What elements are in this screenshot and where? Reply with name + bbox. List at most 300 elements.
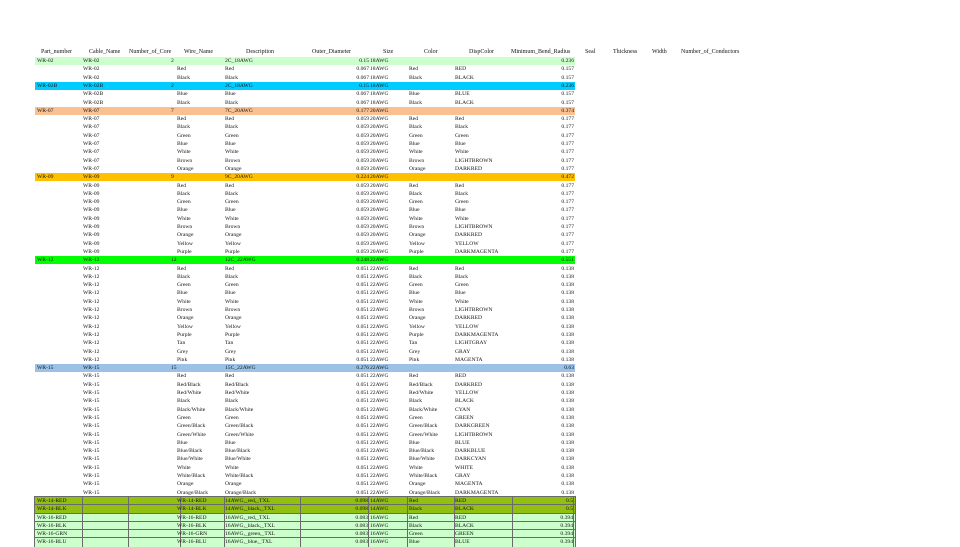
cell-cable[interactable]: [83, 530, 129, 538]
cell-cable[interactable]: WR-15: [83, 381, 100, 388]
cell-desc[interactable]: Blue: [225, 141, 236, 147]
cell-desc[interactable]: Black: [225, 190, 239, 197]
cell-od[interactable]: 0.059: [356, 190, 369, 197]
cell-size[interactable]: 20AWG: [370, 240, 389, 247]
cell-bend[interactable]: 0.177: [561, 116, 574, 123]
cell-od[interactable]: 0.067: [356, 66, 369, 73]
cell-disp[interactable]: BLUE: [455, 439, 470, 446]
cell-bend[interactable]: 0.177: [561, 141, 574, 147]
cell-col[interactable]: Orange: [409, 232, 426, 239]
cell-desc[interactable]: Orange: [225, 315, 242, 322]
cell-desc[interactable]: Purple: [225, 331, 240, 338]
cell-col[interactable]: White: [409, 464, 423, 471]
cell-col[interactable]: Blue: [409, 538, 455, 546]
cell-size[interactable]: 18AWG: [370, 58, 389, 64]
cell-bend[interactable]: 0.177: [561, 240, 574, 247]
cell-wire[interactable]: Black: [177, 124, 191, 131]
cell-od[interactable]: 0.067: [356, 91, 369, 98]
cell-cable[interactable]: WR-07: [83, 141, 100, 147]
cell-part[interactable]: [37, 273, 83, 281]
cell-size[interactable]: 16AWG: [370, 538, 408, 546]
cell-size[interactable]: 22AWG: [370, 464, 389, 471]
cell-od[interactable]: 0.051: [356, 489, 369, 496]
cell-bend[interactable]: 0.138: [561, 348, 574, 355]
cell-wire[interactable]: Green: [177, 414, 191, 421]
cell-bend[interactable]: 0.177: [561, 232, 574, 239]
cell-disp[interactable]: GREEN: [455, 414, 474, 421]
cell-col[interactable]: Black/White: [409, 406, 438, 413]
cell-desc[interactable]: 2C_18AWG: [225, 82, 253, 89]
cell-size[interactable]: 20AWG: [370, 207, 389, 214]
cell-od[interactable]: 0.059: [356, 141, 369, 147]
cell-od[interactable]: 0.051: [356, 481, 369, 488]
cell-cable[interactable]: WR-02B: [83, 82, 104, 89]
cell-od[interactable]: 0.051: [356, 406, 369, 413]
cell-disp[interactable]: [455, 82, 513, 90]
cell-cable[interactable]: WR-12: [83, 356, 100, 363]
cell-part[interactable]: WR-16-BLU: [37, 538, 83, 546]
cell-desc[interactable]: Red: [225, 373, 235, 380]
cell-size[interactable]: 20AWG: [370, 174, 389, 181]
cell-disp[interactable]: Black: [455, 190, 469, 197]
cell-part[interactable]: [37, 356, 83, 364]
cell-part[interactable]: [37, 248, 83, 256]
cell-size[interactable]: 22AWG: [370, 473, 389, 479]
header-outer-diameter[interactable]: Outer_Diameter: [312, 49, 351, 55]
header-wire-name[interactable]: Wire_Name: [184, 49, 214, 55]
cell-od[interactable]: 0.059: [356, 157, 369, 164]
cell-cable[interactable]: WR-15: [83, 464, 100, 471]
cell-part[interactable]: WR-09: [37, 174, 54, 181]
cell-wire[interactable]: Blue: [177, 91, 188, 98]
cell-bend[interactable]: 0.177: [561, 165, 574, 172]
cell-wire[interactable]: Orange/Black: [177, 489, 209, 496]
cell-bend[interactable]: 0.138: [561, 456, 574, 463]
cell-wire[interactable]: Green/White: [177, 431, 206, 438]
cell-desc[interactable]: 7C_20AWG: [225, 107, 253, 114]
cell-size[interactable]: 18AWG: [370, 91, 389, 98]
cell-col[interactable]: [409, 57, 455, 65]
cell-desc[interactable]: 14AWG,_red,_TXL: [225, 497, 301, 505]
cell-part[interactable]: WR-14-BLK: [37, 505, 83, 513]
cell-part[interactable]: [37, 190, 83, 198]
cell-od[interactable]: 0.083: [331, 538, 369, 546]
cell-wire[interactable]: Black: [177, 190, 191, 197]
cell-size[interactable]: 22AWG: [370, 315, 389, 322]
cell-size[interactable]: 22AWG: [370, 414, 389, 421]
cell-desc[interactable]: Pink: [225, 356, 236, 363]
cell-desc[interactable]: Black: [225, 124, 239, 131]
cell-col[interactable]: Green: [409, 132, 423, 139]
cell-od[interactable]: 0.051: [356, 282, 369, 289]
cell-desc[interactable]: Yellow: [225, 323, 241, 330]
cell-disp[interactable]: DARKGREEN: [455, 423, 490, 430]
header-seal[interactable]: Seal: [585, 49, 596, 55]
cell-size[interactable]: 22AWG: [370, 290, 389, 297]
cell-size[interactable]: 22AWG: [370, 265, 389, 272]
cell-cable[interactable]: WR-07: [83, 149, 100, 156]
cell-cable[interactable]: WR-15: [83, 390, 100, 396]
cell-disp[interactable]: Red: [455, 265, 465, 272]
cell-size[interactable]: 20AWG: [370, 116, 389, 123]
cell-od[interactable]: 0.051: [356, 448, 369, 455]
cell-od[interactable]: 0.051: [356, 315, 369, 322]
cell-part[interactable]: [37, 231, 83, 239]
cell-desc[interactable]: Green: [225, 132, 239, 139]
cell-cable[interactable]: WR-12: [83, 273, 100, 280]
cell-col[interactable]: Yellow: [409, 323, 425, 330]
cell-wire[interactable]: Blue/Black: [177, 448, 203, 455]
cell-od[interactable]: 0.177: [356, 107, 369, 114]
cell-part[interactable]: [37, 140, 83, 148]
cell-wire[interactable]: WR-14-BLK: [177, 505, 225, 513]
cell-col[interactable]: Brown: [409, 157, 425, 164]
header-number-of-core[interactable]: Number_of_Core: [129, 49, 172, 55]
cell-col[interactable]: Blue/Black: [409, 448, 435, 455]
cell-disp[interactable]: [455, 364, 513, 372]
cell-desc[interactable]: White/Black: [225, 473, 254, 479]
cell-size[interactable]: 20AWG: [370, 199, 389, 206]
cell-col[interactable]: White/Black: [409, 473, 438, 479]
cell-od[interactable]: 0.051: [356, 431, 369, 438]
cell-od[interactable]: 0.051: [356, 373, 369, 380]
cell-wire[interactable]: Green: [177, 282, 191, 289]
cell-cable[interactable]: WR-09: [83, 174, 100, 181]
cell-part[interactable]: [37, 165, 83, 173]
cell-size[interactable]: 16AWG: [370, 530, 408, 538]
cell-disp[interactable]: Green: [455, 132, 469, 139]
cell-bend[interactable]: 0.177: [561, 190, 574, 197]
cell-col[interactable]: Orange: [409, 481, 426, 488]
cell-bend[interactable]: 0.138: [561, 448, 574, 455]
cell-col[interactable]: Red/White: [409, 390, 434, 396]
cell-part[interactable]: [37, 182, 83, 190]
cell-wire[interactable]: Blue: [177, 207, 188, 214]
cell-part[interactable]: [37, 99, 83, 107]
cell-bend[interactable]: 0.63: [564, 365, 574, 372]
cell-desc[interactable]: 9C_20AWG: [225, 174, 253, 181]
cell-bend[interactable]: 0.138: [561, 273, 574, 280]
cell-disp[interactable]: DARKMAGENTA: [455, 331, 499, 338]
cell-cable[interactable]: WR-09: [83, 232, 100, 239]
cell-cable[interactable]: WR-15: [83, 373, 100, 380]
cell-cable[interactable]: WR-07: [83, 107, 100, 114]
cell-col[interactable]: Blue: [409, 207, 420, 214]
cell-desc[interactable]: White: [225, 464, 239, 471]
cell-disp[interactable]: Blue: [455, 207, 466, 214]
cell-desc[interactable]: Black: [225, 273, 239, 280]
cell-part[interactable]: [37, 240, 83, 248]
cell-wire[interactable]: Yellow: [177, 323, 193, 330]
cell-od[interactable]: 0.083: [331, 530, 369, 538]
cell-disp[interactable]: BLACK: [455, 99, 474, 106]
cell-cable[interactable]: WR-15: [83, 439, 100, 446]
cell-cable[interactable]: WR-15: [83, 398, 100, 405]
cell-desc[interactable]: Black: [225, 99, 239, 106]
cell-disp[interactable]: DARKRED: [455, 165, 483, 172]
cell-desc[interactable]: Green/Black: [225, 423, 254, 430]
cell-bend[interactable]: 0.394: [515, 530, 574, 538]
cell-disp[interactable]: WHITE: [455, 464, 474, 471]
cell-disp[interactable]: RED: [455, 497, 513, 505]
cell-desc[interactable]: Red: [225, 116, 235, 123]
cell-cable[interactable]: WR-09: [83, 182, 100, 189]
cell-part[interactable]: [37, 406, 83, 414]
cell-part[interactable]: [37, 389, 83, 397]
cell-bend[interactable]: 0.157: [561, 74, 574, 81]
cell-cable[interactable]: WR-09: [83, 240, 100, 247]
cell-bend[interactable]: 0.157: [561, 91, 574, 98]
cell-wire[interactable]: Black: [177, 74, 191, 81]
cell-size[interactable]: 22AWG: [370, 307, 389, 313]
cell-cable[interactable]: WR-15: [83, 406, 100, 413]
cell-cable[interactable]: WR-09: [83, 199, 100, 206]
cell-size[interactable]: 16AWG: [370, 522, 408, 530]
cell-wire[interactable]: Purple: [177, 248, 192, 255]
cell-cable[interactable]: WR-09: [83, 215, 100, 222]
cell-disp[interactable]: BLACK: [455, 398, 474, 405]
cell-od[interactable]: 0.059: [356, 182, 369, 189]
cell-part[interactable]: [37, 455, 83, 463]
cell-cable[interactable]: WR-09: [83, 224, 100, 230]
cell-od[interactable]: 0.051: [356, 265, 369, 272]
cell-desc[interactable]: Red/White: [225, 390, 250, 396]
cell-wire[interactable]: Pink: [177, 356, 188, 363]
cell-disp[interactable]: LIGHTBROWN: [455, 157, 493, 164]
cell-bend[interactable]: 0.138: [561, 265, 574, 272]
cell-size[interactable]: 22AWG: [370, 406, 389, 413]
cell-wire[interactable]: Black/White: [177, 406, 206, 413]
cell-size[interactable]: 20AWG: [370, 182, 389, 189]
cell-disp[interactable]: DARKMAGENTA: [455, 248, 499, 255]
cell-bend[interactable]: 0.138: [561, 323, 574, 330]
cell-part[interactable]: [37, 298, 83, 306]
cell-desc[interactable]: Orange: [225, 232, 242, 239]
cell-cores[interactable]: 12: [171, 257, 177, 264]
cell-desc[interactable]: Blue: [225, 439, 236, 446]
cell-disp[interactable]: [455, 57, 513, 65]
cell-cores[interactable]: 2: [171, 82, 174, 89]
cell-disp[interactable]: MAGENTA: [455, 356, 483, 363]
cell-disp[interactable]: GRAY: [455, 473, 471, 479]
cell-disp[interactable]: [455, 256, 513, 264]
cell-col[interactable]: Black: [409, 74, 423, 81]
cell-col[interactable]: Yellow: [409, 240, 425, 247]
cell-disp[interactable]: White: [455, 298, 469, 305]
cell-od[interactable]: 0.067: [356, 74, 369, 81]
cell-col[interactable]: Green: [409, 414, 423, 421]
cell-disp[interactable]: [455, 107, 513, 115]
cell-desc[interactable]: 16AWG,_red,_TXL: [225, 514, 301, 522]
cell-wire[interactable]: Brown: [177, 157, 193, 164]
cell-wire[interactable]: [177, 256, 225, 264]
cell-cable[interactable]: WR-12: [83, 315, 100, 322]
header-width[interactable]: Width: [652, 49, 667, 55]
cell-bend[interactable]: 0.138: [561, 390, 574, 396]
cell-desc[interactable]: 12C_22AWG: [225, 257, 256, 264]
cell-col[interactable]: Grey: [409, 348, 421, 355]
header-number-of-conductors[interactable]: Number_of_Conductors: [681, 49, 740, 55]
cell-desc[interactable]: White: [225, 298, 239, 305]
cell-wire[interactable]: WR-16-BLK: [177, 522, 225, 530]
cell-part[interactable]: [37, 414, 83, 422]
cell-od[interactable]: 0.059: [356, 248, 369, 255]
cell-part[interactable]: [37, 148, 83, 156]
cell-cable[interactable]: WR-09: [83, 248, 100, 255]
cell-col[interactable]: Blue: [409, 141, 420, 147]
cell-wire[interactable]: Tan: [177, 340, 186, 347]
cell-wire[interactable]: WR-16-GRN: [177, 530, 225, 538]
cell-desc[interactable]: Blue: [225, 207, 236, 214]
cell-part[interactable]: WR-16-RED: [37, 514, 83, 522]
cell-part[interactable]: WR-12: [37, 257, 54, 264]
cell-wire[interactable]: [177, 364, 225, 372]
cell-od[interactable]: 0.059: [356, 149, 369, 156]
cell-col[interactable]: Green: [409, 199, 423, 206]
cell-od[interactable]: 0.051: [356, 307, 369, 313]
cell-cable[interactable]: [83, 514, 129, 522]
cell-wire[interactable]: Red/Black: [177, 381, 201, 388]
cell-part[interactable]: WR-16-BLK: [37, 522, 83, 530]
cell-od[interactable]: 0.059: [356, 224, 369, 230]
cell-disp[interactable]: RED: [455, 514, 513, 522]
cell-col[interactable]: Red: [409, 66, 419, 73]
cell-col[interactable]: Black: [409, 273, 423, 280]
cell-col[interactable]: Red: [409, 265, 419, 272]
cell-wire[interactable]: White: [177, 464, 191, 471]
cell-part[interactable]: [37, 206, 83, 214]
cell-part[interactable]: [37, 223, 83, 231]
cell-col[interactable]: Black: [409, 124, 423, 131]
cell-cable[interactable]: WR-02B: [83, 91, 104, 98]
cell-od[interactable]: 0.051: [356, 331, 369, 338]
cell-col[interactable]: Black: [409, 505, 455, 513]
cell-wire[interactable]: Red: [177, 116, 187, 123]
cell-bend[interactable]: 0.138: [561, 439, 574, 446]
cell-desc[interactable]: Yellow: [225, 240, 241, 247]
cell-col[interactable]: Red/Black: [409, 381, 433, 388]
cell-part[interactable]: [37, 65, 83, 73]
cell-bend[interactable]: 0.138: [561, 414, 574, 421]
cell-bend[interactable]: 0.138: [561, 331, 574, 338]
cell-disp[interactable]: LIGHTBROWN: [455, 431, 493, 438]
cell-size[interactable]: 22AWG: [370, 456, 389, 463]
cell-wire[interactable]: WR-14-RED: [177, 497, 225, 505]
cell-size[interactable]: 22AWG: [370, 298, 389, 305]
cell-cable[interactable]: WR-02B: [83, 99, 104, 106]
cell-col[interactable]: Black: [409, 398, 423, 405]
cell-col[interactable]: Black: [409, 190, 423, 197]
cell-size[interactable]: 20AWG: [370, 132, 389, 139]
cell-bend[interactable]: 0.177: [561, 182, 574, 189]
cell-disp[interactable]: White: [455, 215, 469, 222]
cell-cable[interactable]: [83, 497, 129, 505]
cell-part[interactable]: WR-02: [37, 58, 54, 64]
cell-part[interactable]: [37, 431, 83, 439]
cell-col[interactable]: [409, 107, 455, 115]
cell-desc[interactable]: Brown: [225, 157, 241, 164]
cell-disp[interactable]: BLACK: [455, 74, 474, 81]
cell-part[interactable]: [37, 306, 83, 314]
cell-od[interactable]: 0.083: [331, 522, 369, 530]
cell-wire[interactable]: White/Black: [177, 473, 206, 479]
cell-od[interactable]: 0.059: [356, 240, 369, 247]
cell-cable[interactable]: WR-12: [83, 340, 100, 347]
cell-col[interactable]: Pink: [409, 356, 420, 363]
cell-desc[interactable]: White: [225, 149, 239, 156]
cell-size[interactable]: 22AWG: [370, 390, 389, 396]
cell-desc[interactable]: Purple: [225, 248, 240, 255]
cell-od[interactable]: 0.051: [356, 348, 369, 355]
cell-desc[interactable]: 2C_18AWG: [225, 58, 253, 64]
cell-cable[interactable]: WR-02: [83, 66, 100, 73]
cell-wire[interactable]: Yellow: [177, 240, 193, 247]
cell-bend[interactable]: 0.177: [561, 149, 574, 156]
cell-wire[interactable]: Purple: [177, 331, 192, 338]
cell-col[interactable]: Blue: [409, 439, 420, 446]
cell-desc[interactable]: 16AWG,_green,_TXL: [225, 530, 301, 538]
cell-od[interactable]: 0.059: [356, 207, 369, 214]
cell-cable[interactable]: WR-15: [83, 473, 100, 479]
cell-size[interactable]: 14AWG: [370, 497, 408, 505]
cell-part[interactable]: [37, 439, 83, 447]
cell-col[interactable]: Green: [409, 282, 423, 289]
cell-col[interactable]: Black: [409, 99, 423, 106]
cell-desc[interactable]: Orange/Black: [225, 489, 257, 496]
cell-size[interactable]: 22AWG: [370, 365, 389, 372]
cell-bend[interactable]: 0.138: [561, 298, 574, 305]
cell-bend[interactable]: 0.177: [561, 157, 574, 164]
cell-col[interactable]: [409, 173, 455, 181]
cell-bend[interactable]: 0.138: [561, 356, 574, 363]
cell-col[interactable]: Red: [409, 497, 455, 505]
cell-od[interactable]: 0.051: [356, 381, 369, 388]
cell-disp[interactable]: DARKRED: [455, 232, 483, 239]
cell-wire[interactable]: [177, 82, 225, 90]
cell-cores[interactable]: 15: [171, 365, 177, 372]
cell-disp[interactable]: BLACK: [455, 522, 513, 530]
cell-od[interactable]: 0.059: [356, 116, 369, 123]
cell-wire[interactable]: Red: [177, 66, 187, 73]
cell-size[interactable]: 22AWG: [370, 448, 389, 455]
cell-part[interactable]: [37, 472, 83, 480]
cell-col[interactable]: White: [409, 215, 423, 222]
cell-od[interactable]: 0.051: [356, 456, 369, 463]
cell-size[interactable]: 20AWG: [370, 165, 389, 172]
cell-bend[interactable]: 0.138: [561, 398, 574, 405]
cell-bend[interactable]: 0.177: [561, 124, 574, 131]
cell-bend[interactable]: 0.157: [561, 66, 574, 73]
cell-cores[interactable]: 2: [171, 58, 174, 64]
cell-size[interactable]: 22AWG: [370, 481, 389, 488]
cell-cable[interactable]: WR-12: [83, 348, 100, 355]
cell-col[interactable]: Blue/White: [409, 456, 435, 463]
cell-size[interactable]: 22AWG: [370, 282, 389, 289]
cell-disp[interactable]: DARKCYAN: [455, 456, 487, 463]
cell-wire[interactable]: Orange: [177, 315, 194, 322]
cell-bend[interactable]: 0.374: [561, 107, 574, 114]
cell-wire[interactable]: Black: [177, 398, 191, 405]
cell-part[interactable]: [37, 331, 83, 339]
cell-bend[interactable]: 0.138: [561, 464, 574, 471]
cell-col[interactable]: Blue: [409, 91, 420, 98]
cell-cable[interactable]: WR-12: [83, 323, 100, 330]
cell-disp[interactable]: LIGHTBROWN: [455, 224, 493, 230]
cell-part[interactable]: [37, 215, 83, 223]
cell-part[interactable]: [37, 480, 83, 488]
cell-od[interactable]: 0.224: [356, 174, 369, 181]
cell-cable[interactable]: WR-12: [83, 290, 100, 297]
